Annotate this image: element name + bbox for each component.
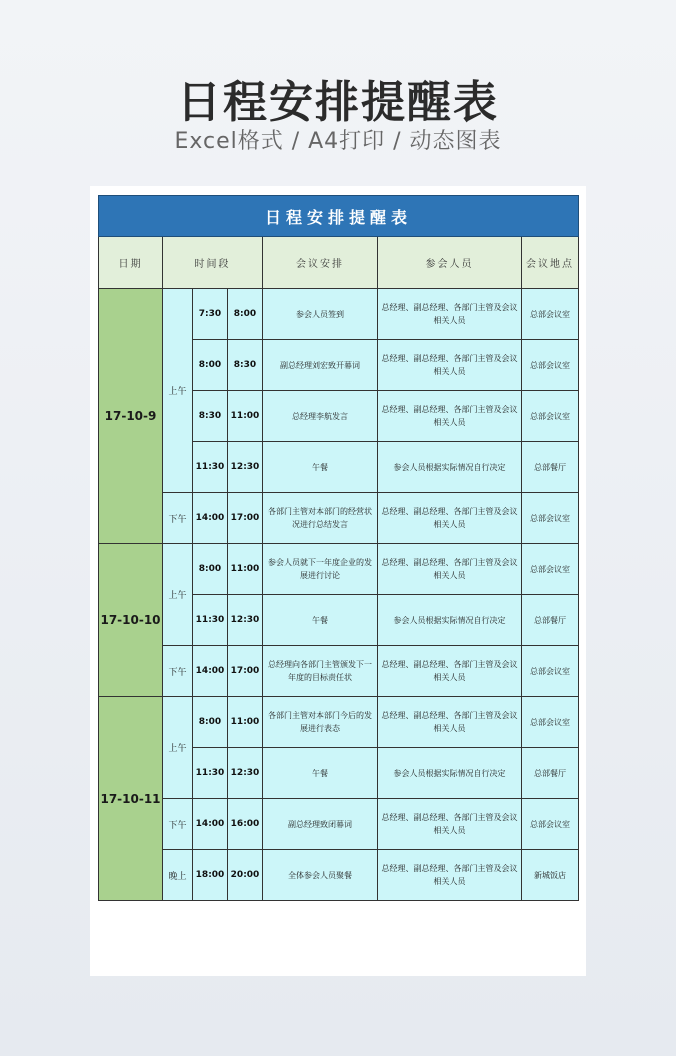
location-cell: 总部会议室 — [522, 289, 579, 340]
meeting-cell: 各部门主管对本部门的经营状况进行总结发言 — [263, 493, 378, 544]
attendees-cell: 总经理、副总经理、各部门主管及会议相关人员 — [378, 697, 522, 748]
meeting-cell: 参会人员就下一年度企业的发展进行讨论 — [263, 544, 378, 595]
header-date: 日期 — [99, 237, 163, 289]
table-row — [99, 646, 579, 697]
schedule-table — [98, 195, 579, 901]
location-cell: 总部会议室 — [522, 697, 579, 748]
header-attendees: 参会人员 — [378, 237, 522, 289]
meeting-cell: 各部门主管对本部门今后的发展进行表态 — [263, 697, 378, 748]
meeting-cell: 午餐 — [263, 595, 378, 646]
meeting-cell: 午餐 — [263, 442, 378, 493]
location-cell: 总部会议室 — [522, 544, 579, 595]
meeting-cell: 参会人员签到 — [263, 289, 378, 340]
location-cell: 总部会议室 — [522, 799, 579, 850]
location-cell: 总部会议室 — [522, 391, 579, 442]
start-time: 14:00 — [193, 493, 228, 544]
start-time: 14:00 — [193, 799, 228, 850]
meeting-cell: 全体参会人员聚餐 — [263, 850, 378, 901]
period-cell: 上午 — [163, 289, 193, 493]
period-cell: 下午 — [163, 799, 193, 850]
table-row — [99, 697, 579, 748]
attendees-cell: 总经理、副总经理、各部门主管及会议相关人员 — [378, 340, 522, 391]
location-cell: 总部会议室 — [522, 646, 579, 697]
end-time: 17:00 — [228, 646, 263, 697]
attendees-cell: 参会人员根据实际情况自行决定 — [378, 442, 522, 493]
page-subtitle: Excel格式 / A4打印 / 动态图表 — [174, 129, 502, 154]
meeting-cell: 副总经理致闭幕词 — [263, 799, 378, 850]
start-time: 14:00 — [193, 646, 228, 697]
attendees-cell: 参会人员根据实际情况自行决定 — [378, 748, 522, 799]
period-cell: 晚上 — [163, 850, 193, 901]
start-time: 7:30 — [193, 289, 228, 340]
end-time: 12:30 — [228, 595, 263, 646]
period-cell: 下午 — [163, 646, 193, 697]
location-cell: 总部餐厅 — [522, 442, 579, 493]
attendees-cell: 总经理、副总经理、各部门主管及会议相关人员 — [378, 289, 522, 340]
table-row — [99, 289, 579, 340]
table-row — [99, 850, 579, 901]
end-time: 12:30 — [228, 442, 263, 493]
location-cell: 总部餐厅 — [522, 748, 579, 799]
end-time: 17:00 — [228, 493, 263, 544]
date-cell: 17-10-11 — [99, 697, 163, 901]
start-time: 11:30 — [193, 748, 228, 799]
attendees-cell: 总经理、副总经理、各部门主管及会议相关人员 — [378, 646, 522, 697]
end-time: 20:00 — [228, 850, 263, 901]
attendees-cell: 参会人员根据实际情况自行决定 — [378, 595, 522, 646]
table-title: 日程安排提醒表 — [99, 196, 579, 237]
date-cell: 17-10-10 — [99, 544, 163, 697]
end-time: 8:00 — [228, 289, 263, 340]
table-row — [99, 544, 579, 595]
end-time: 8:30 — [228, 340, 263, 391]
end-time: 11:00 — [228, 391, 263, 442]
end-time: 11:00 — [228, 697, 263, 748]
header-location: 会议地点 — [522, 237, 579, 289]
end-time: 11:00 — [228, 544, 263, 595]
location-cell: 总部餐厅 — [522, 595, 579, 646]
location-cell: 新城饭店 — [522, 850, 579, 901]
table-row — [99, 799, 579, 850]
start-time: 8:00 — [193, 544, 228, 595]
attendees-cell: 总经理、副总经理、各部门主管及会议相关人员 — [378, 544, 522, 595]
start-time: 8:00 — [193, 340, 228, 391]
end-time: 16:00 — [228, 799, 263, 850]
start-time: 8:30 — [193, 391, 228, 442]
attendees-cell: 总经理、副总经理、各部门主管及会议相关人员 — [378, 391, 522, 442]
page-title: 日程安排提醒表 — [177, 77, 499, 128]
start-time: 8:00 — [193, 697, 228, 748]
meeting-cell: 总经理李航发言 — [263, 391, 378, 442]
start-time: 11:30 — [193, 442, 228, 493]
period-cell: 下午 — [163, 493, 193, 544]
period-cell: 上午 — [163, 697, 193, 799]
start-time: 18:00 — [193, 850, 228, 901]
attendees-cell: 总经理、副总经理、各部门主管及会议相关人员 — [378, 850, 522, 901]
meeting-cell: 副总经理刘宏致开幕词 — [263, 340, 378, 391]
location-cell: 总部会议室 — [522, 493, 579, 544]
location-cell: 总部会议室 — [522, 340, 579, 391]
meeting-cell: 午餐 — [263, 748, 378, 799]
attendees-cell: 总经理、副总经理、各部门主管及会议相关人员 — [378, 493, 522, 544]
meeting-cell: 总经理向各部门主管颁发下一年度的目标责任状 — [263, 646, 378, 697]
header-time: 时间段 — [163, 237, 263, 289]
period-cell: 上午 — [163, 544, 193, 646]
end-time: 12:30 — [228, 748, 263, 799]
date-cell: 17-10-9 — [99, 289, 163, 544]
attendees-cell: 总经理、副总经理、各部门主管及会议相关人员 — [378, 799, 522, 850]
table-row — [99, 493, 579, 544]
header-meeting: 会议安排 — [263, 237, 378, 289]
start-time: 11:30 — [193, 595, 228, 646]
